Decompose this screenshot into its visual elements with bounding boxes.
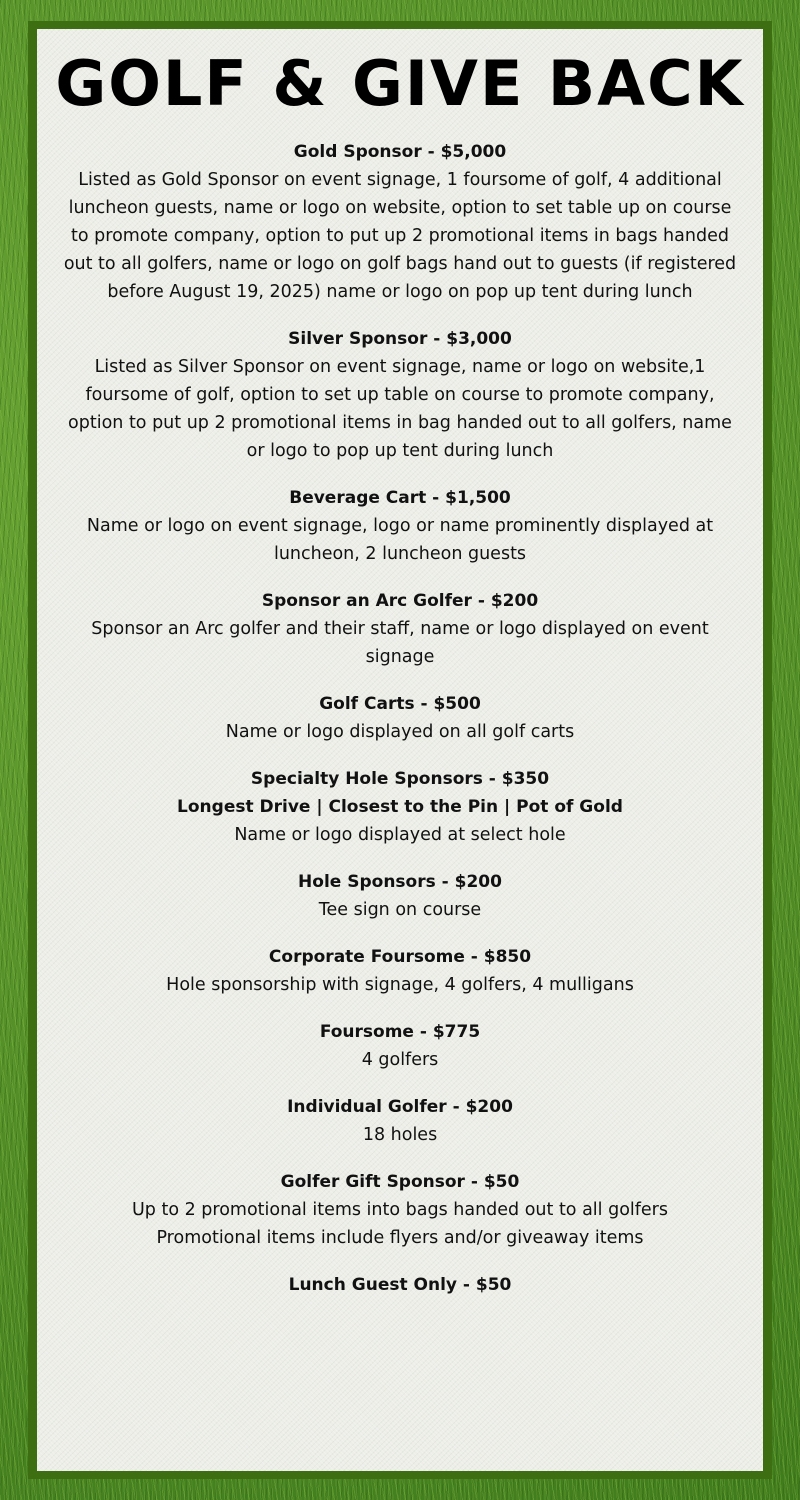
item-description: 4 golfers <box>361 1050 439 1070</box>
item-title: Golfer Gift Sponsor - $50 <box>280 1172 520 1192</box>
item-title: Foursome - $775 <box>319 1022 481 1042</box>
content-panel <box>37 29 763 1471</box>
sponsorship-item-hole-sponsors <box>59 868 741 924</box>
sponsorship-item-arc-golfer <box>59 587 741 671</box>
item-subtitle: Longest Drive | Closest to the Pin | Pot of Gold <box>177 797 623 817</box>
item-title: Golf Carts - $500 <box>319 694 481 714</box>
sponsorship-item-corporate-foursome <box>59 943 741 999</box>
item-title: Specialty Hole Sponsors - $350 <box>250 769 550 789</box>
item-title: Sponsor an Arc Golfer - $200 <box>261 591 539 611</box>
item-title: Corporate Foursome - $850 <box>268 947 532 967</box>
item-description-secondary: Promotional items include flyers and/or giveaway items <box>156 1228 644 1248</box>
item-description: Hole sponsorship with signage, 4 golfers, 4 mulligans <box>166 975 634 995</box>
item-title: Individual Golfer - $200 <box>287 1097 513 1117</box>
sponsorship-item-gold <box>59 138 741 306</box>
item-description: Tee sign on course <box>318 900 482 920</box>
item-title: Beverage Cart - $1,500 <box>289 488 511 508</box>
sponsorship-item-golfer-gift <box>59 1168 741 1252</box>
item-description: Listed as Silver Sponsor on event signage, name or logo on website,1 foursome of golf, option to set up table on course to promote company, option to put up 2 promotional items in bag handed out to all golfers, name or logo to pop up tent during lunch <box>68 357 732 461</box>
item-description: Up to 2 promotional items into bags handed out to all golfers <box>131 1200 668 1220</box>
item-title: Lunch Guest Only - $50 <box>288 1275 512 1295</box>
item-title: Gold Sponsor - $5,000 <box>293 142 507 162</box>
item-title: Hole Sponsors - $200 <box>298 872 502 892</box>
sponsorship-item-lunch-guest <box>59 1271 741 1299</box>
item-description: 18 holes <box>362 1125 438 1145</box>
item-title: Silver Sponsor - $3,000 <box>288 329 512 349</box>
sponsorship-item-golf-carts <box>59 690 741 746</box>
item-description: Name or logo displayed on all golf carts <box>225 722 575 742</box>
sponsorship-item-beverage-cart <box>59 484 741 568</box>
sponsorship-item-individual-golfer <box>59 1093 741 1149</box>
item-description: Sponsor an Arc golfer and their staff, name or logo displayed on event signage <box>91 619 709 667</box>
item-description: Listed as Gold Sponsor on event signage, 1 foursome of golf, 4 additional luncheon guests, name or logo on website, option to set table up on course to promote company, option to put up 2 promotional items in bags handed out to all golfers, name or logo on golf bags hand out to guests (if registered before August 19, 2025) name or logo on pop up tent during lunch <box>63 170 737 302</box>
sponsorship-item-silver <box>59 325 741 465</box>
page-title: GOLF & GIVE BACK <box>55 47 745 120</box>
item-description: Name or logo on event signage, logo or name prominently displayed at luncheon, 2 luncheon guests <box>86 516 714 564</box>
sponsorship-item-specialty-hole <box>59 765 741 849</box>
sponsorship-list <box>59 138 741 1318</box>
item-description: Name or logo displayed at select hole <box>234 825 566 845</box>
sponsorship-item-foursome <box>59 1018 741 1074</box>
